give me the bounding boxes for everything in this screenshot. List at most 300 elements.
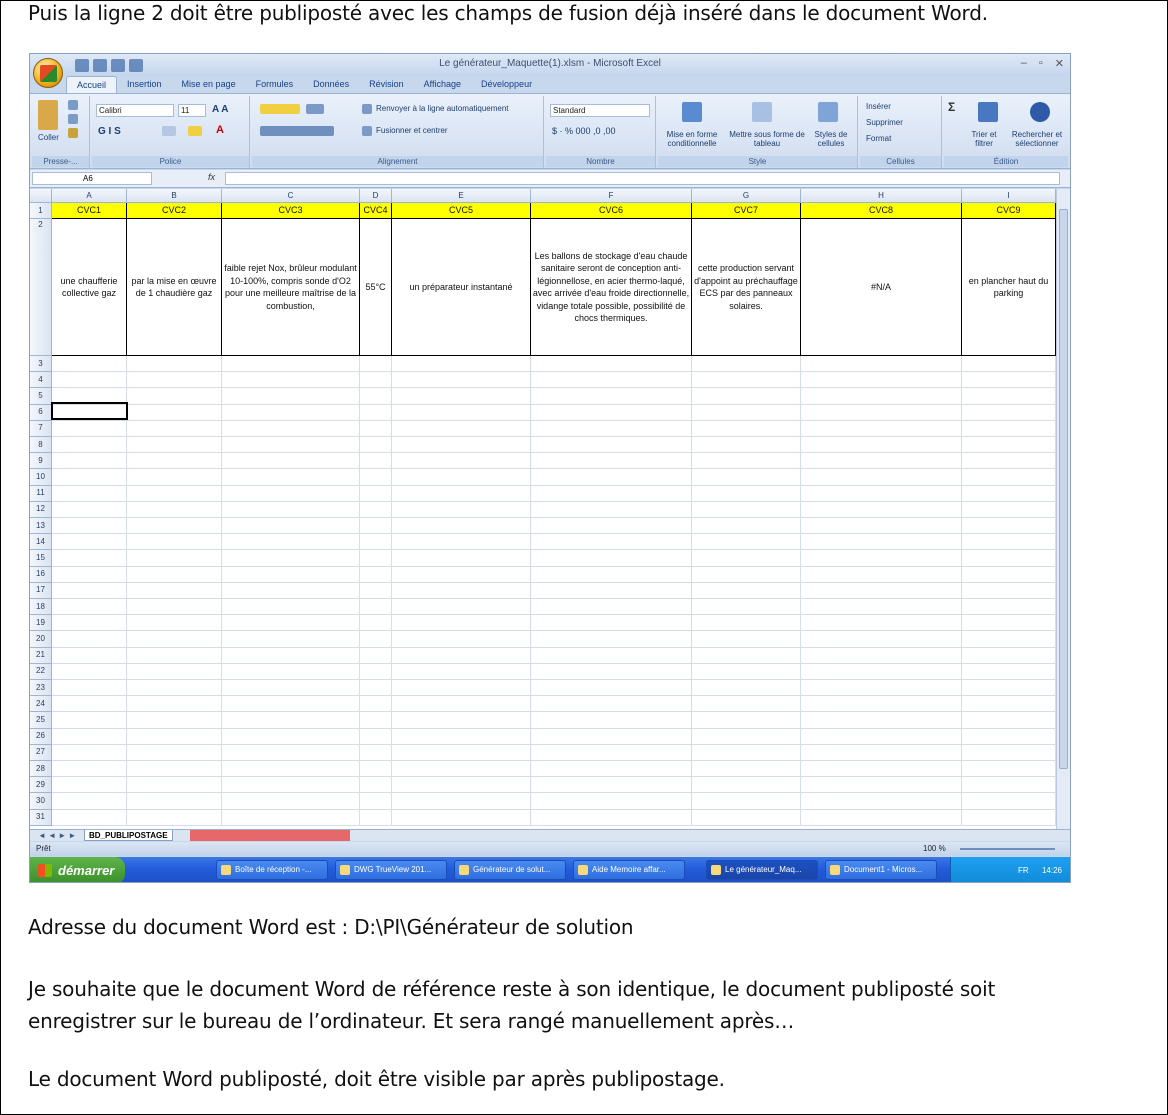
empty-cell[interactable] [127, 567, 222, 583]
empty-cell[interactable] [360, 615, 392, 631]
empty-cell[interactable] [962, 583, 1056, 599]
empty-cell[interactable] [222, 631, 360, 647]
empty-cell[interactable] [52, 648, 127, 664]
empty-cell[interactable] [360, 680, 392, 696]
empty-cell[interactable] [531, 421, 692, 437]
empty-cell[interactable] [692, 712, 801, 728]
task-inbox[interactable]: Boîte de réception -... [216, 860, 328, 880]
empty-cell[interactable] [222, 405, 360, 421]
empty-cell[interactable] [52, 437, 127, 453]
row-header[interactable]: 19 [30, 615, 52, 631]
empty-cell[interactable] [801, 453, 962, 469]
row-header[interactable]: 6 [30, 405, 52, 421]
name-box[interactable]: A6 [32, 172, 152, 185]
row-header[interactable]: 8 [30, 437, 52, 453]
empty-cell[interactable] [962, 567, 1056, 583]
row-header[interactable]: 28 [30, 761, 52, 777]
row-header[interactable]: 31 [30, 810, 52, 826]
delete-button[interactable]: Supprimer [866, 118, 903, 127]
vertical-scrollbar[interactable] [1056, 189, 1070, 829]
empty-cell[interactable] [531, 502, 692, 518]
empty-cell[interactable] [801, 648, 962, 664]
empty-cell[interactable] [531, 534, 692, 550]
empty-cell[interactable] [360, 502, 392, 518]
empty-cell[interactable] [531, 469, 692, 485]
empty-cell[interactable] [962, 469, 1056, 485]
sheet-tabs-hidden[interactable] [190, 830, 350, 841]
empty-cell[interactable] [360, 648, 392, 664]
empty-cell[interactable] [222, 453, 360, 469]
empty-cell[interactable] [52, 729, 127, 745]
empty-cell[interactable] [52, 712, 127, 728]
sort-filter-button[interactable]: Trier et filtrer [971, 130, 997, 148]
empty-cell[interactable] [360, 469, 392, 485]
format-table-button[interactable]: Mettre sous forme de tableau [729, 130, 805, 148]
empty-cell[interactable] [962, 680, 1056, 696]
empty-cell[interactable] [52, 745, 127, 761]
empty-cell[interactable] [392, 680, 531, 696]
format-painter-icon[interactable] [68, 128, 78, 138]
empty-cell[interactable] [962, 486, 1056, 502]
tab-developpeur[interactable]: Développeur [481, 79, 533, 89]
empty-cell[interactable] [222, 761, 360, 777]
copy-icon[interactable] [68, 114, 78, 124]
merge-icon[interactable] [362, 126, 372, 136]
empty-cell[interactable] [392, 534, 531, 550]
cell-styles-button[interactable]: Styles de cellules [814, 130, 848, 148]
empty-cell[interactable] [360, 664, 392, 680]
row-header[interactable]: 22 [30, 664, 52, 680]
tab-revision[interactable]: Révision [369, 79, 404, 89]
empty-cell[interactable] [127, 518, 222, 534]
cell-b1[interactable]: CVC2 [127, 203, 222, 219]
task-dwg[interactable]: DWG TrueView 201... [335, 860, 447, 880]
office-button[interactable] [33, 58, 63, 88]
empty-cell[interactable] [692, 729, 801, 745]
empty-cell[interactable] [392, 745, 531, 761]
empty-cell[interactable] [692, 680, 801, 696]
empty-cell[interactable] [392, 567, 531, 583]
font-name-combo[interactable]: Calibri [96, 104, 174, 117]
empty-cell[interactable] [531, 761, 692, 777]
empty-cell[interactable] [222, 777, 360, 793]
empty-cell[interactable] [531, 648, 692, 664]
empty-cell[interactable] [692, 437, 801, 453]
empty-cell[interactable] [222, 648, 360, 664]
row-header[interactable]: 14 [30, 534, 52, 550]
empty-cell[interactable] [127, 469, 222, 485]
empty-cell[interactable] [127, 486, 222, 502]
empty-cell[interactable] [222, 534, 360, 550]
empty-cell[interactable] [52, 599, 127, 615]
cell-g2[interactable]: cette production servant d'appoint au préchauffage ECS par des panneaux solaires. [692, 219, 801, 356]
empty-cell[interactable] [222, 421, 360, 437]
empty-cell[interactable] [531, 550, 692, 566]
col-header-a[interactable]: A [52, 189, 127, 203]
empty-cell[interactable] [52, 777, 127, 793]
row-header[interactable]: 25 [30, 712, 52, 728]
horizontal-align-icons[interactable] [260, 126, 334, 136]
empty-cell[interactable] [962, 599, 1056, 615]
empty-cell[interactable] [360, 534, 392, 550]
empty-cell[interactable] [52, 680, 127, 696]
empty-cell[interactable] [392, 712, 531, 728]
empty-cell[interactable] [222, 486, 360, 502]
col-header-f[interactable]: F [531, 189, 692, 203]
tab-affichage[interactable]: Affichage [423, 79, 462, 89]
empty-cell[interactable] [531, 793, 692, 809]
empty-cell[interactable] [52, 567, 127, 583]
empty-cell[interactable] [222, 712, 360, 728]
empty-cell[interactable] [392, 405, 531, 421]
task-generateur-folder[interactable]: Générateur de solut... [454, 860, 566, 880]
empty-cell[interactable] [692, 356, 801, 372]
zoom-slider[interactable] [960, 848, 1055, 850]
empty-cell[interactable] [692, 518, 801, 534]
row-header[interactable]: 24 [30, 696, 52, 712]
empty-cell[interactable] [222, 502, 360, 518]
empty-cell[interactable] [531, 599, 692, 615]
row-header[interactable]: 23 [30, 680, 52, 696]
wrap-text-icon[interactable] [362, 104, 372, 114]
empty-cell[interactable] [531, 696, 692, 712]
empty-cell[interactable] [692, 583, 801, 599]
empty-cell[interactable] [962, 648, 1056, 664]
cell-e1[interactable]: CVC5 [392, 203, 531, 219]
empty-cell[interactable] [127, 583, 222, 599]
number-format-icons[interactable]: $ · % 000 ,0 ,00 [552, 126, 616, 136]
insert-button[interactable]: Insérer [866, 102, 891, 111]
empty-cell[interactable] [801, 356, 962, 372]
format-button[interactable]: Format [866, 134, 892, 143]
empty-cell[interactable] [127, 550, 222, 566]
empty-cell[interactable] [127, 453, 222, 469]
empty-cell[interactable] [531, 453, 692, 469]
empty-cell[interactable] [222, 745, 360, 761]
empty-cell[interactable] [531, 437, 692, 453]
empty-cell[interactable] [392, 583, 531, 599]
row-header[interactable]: 2 [30, 219, 52, 356]
empty-cell[interactable] [531, 729, 692, 745]
empty-cell[interactable] [962, 502, 1056, 518]
empty-cell[interactable] [127, 712, 222, 728]
tab-mise-en-page[interactable]: Mise en page [181, 79, 236, 89]
row-header[interactable]: 12 [30, 502, 52, 518]
col-header-d[interactable]: D [360, 189, 392, 203]
empty-cell[interactable] [392, 615, 531, 631]
empty-cell[interactable] [692, 405, 801, 421]
empty-cell[interactable] [52, 534, 127, 550]
window-controls[interactable] [1021, 57, 1064, 70]
number-format-combo[interactable]: Standard [550, 104, 650, 117]
empty-cell[interactable] [52, 356, 127, 372]
empty-cell[interactable] [392, 356, 531, 372]
row-header[interactable]: 16 [30, 567, 52, 583]
empty-cell[interactable] [360, 599, 392, 615]
sort-filter-icon[interactable] [978, 102, 998, 122]
language-indicator[interactable]: FR [1017, 866, 1029, 875]
empty-cell[interactable] [127, 810, 222, 826]
empty-cell[interactable] [962, 356, 1056, 372]
empty-cell[interactable] [392, 372, 531, 388]
conditional-format-button[interactable]: Mise en forme conditionnelle [666, 130, 718, 148]
empty-cell[interactable] [962, 453, 1056, 469]
empty-cell[interactable] [127, 664, 222, 680]
empty-cell[interactable] [392, 729, 531, 745]
empty-cell[interactable] [392, 777, 531, 793]
empty-cell[interactable] [127, 680, 222, 696]
formula-input[interactable] [225, 172, 1060, 185]
fill-color-icon[interactable] [188, 126, 202, 136]
empty-cell[interactable] [360, 567, 392, 583]
empty-cell[interactable] [801, 712, 962, 728]
empty-cell[interactable] [962, 421, 1056, 437]
col-header-c[interactable]: C [222, 189, 360, 203]
row-header[interactable]: 1 [30, 203, 52, 219]
empty-cell[interactable] [127, 502, 222, 518]
empty-cell[interactable] [531, 356, 692, 372]
empty-cell[interactable] [692, 502, 801, 518]
empty-cell[interactable] [127, 421, 222, 437]
empty-cell[interactable] [962, 729, 1056, 745]
empty-cell[interactable] [127, 405, 222, 421]
empty-cell[interactable] [127, 696, 222, 712]
empty-cell[interactable] [360, 437, 392, 453]
empty-cell[interactable] [360, 486, 392, 502]
empty-cell[interactable] [222, 696, 360, 712]
empty-cell[interactable] [127, 599, 222, 615]
empty-cell[interactable] [222, 437, 360, 453]
empty-cell[interactable] [52, 664, 127, 680]
row-header[interactable]: 26 [30, 729, 52, 745]
row-header[interactable]: 27 [30, 745, 52, 761]
row-header[interactable]: 4 [30, 372, 52, 388]
empty-cell[interactable] [962, 664, 1056, 680]
empty-cell[interactable] [52, 421, 127, 437]
row-header[interactable]: 17 [30, 583, 52, 599]
empty-cell[interactable] [801, 518, 962, 534]
empty-cell[interactable] [692, 745, 801, 761]
row-header[interactable]: 10 [30, 469, 52, 485]
empty-cell[interactable] [801, 793, 962, 809]
tab-donnees[interactable]: Données [313, 79, 350, 89]
empty-cell[interactable] [962, 761, 1056, 777]
empty-cell[interactable] [962, 518, 1056, 534]
cell-a2[interactable]: une chaufferie collective gaz [52, 219, 127, 356]
empty-cell[interactable] [52, 615, 127, 631]
empty-cell[interactable] [127, 631, 222, 647]
empty-cell[interactable] [52, 502, 127, 518]
cell-h2[interactable]: #N/A [801, 219, 962, 356]
empty-cell[interactable] [962, 534, 1056, 550]
row-header[interactable]: 20 [30, 631, 52, 647]
merge-center-button[interactable]: Fusionner et centrer [376, 126, 448, 135]
empty-cell[interactable] [962, 712, 1056, 728]
empty-cell[interactable] [801, 437, 962, 453]
font-color-icon[interactable]: A [216, 124, 224, 136]
row-header[interactable]: 29 [30, 777, 52, 793]
cell-e2[interactable]: un préparateur instantané [392, 219, 531, 356]
cell-a1[interactable]: CVC1 [52, 203, 127, 219]
empty-cell[interactable] [962, 615, 1056, 631]
empty-cell[interactable] [801, 469, 962, 485]
empty-cell[interactable] [360, 696, 392, 712]
paste-icon[interactable] [38, 100, 58, 130]
empty-cell[interactable] [360, 421, 392, 437]
empty-cell[interactable] [52, 372, 127, 388]
empty-cell[interactable] [962, 405, 1056, 421]
empty-cell[interactable] [801, 567, 962, 583]
empty-cell[interactable] [127, 761, 222, 777]
empty-cell[interactable] [392, 388, 531, 404]
empty-cell[interactable] [222, 388, 360, 404]
empty-cell[interactable] [531, 518, 692, 534]
empty-cell[interactable] [392, 453, 531, 469]
find-select-icon[interactable] [1030, 102, 1050, 122]
empty-cell[interactable] [531, 615, 692, 631]
col-header-e[interactable]: E [392, 189, 531, 203]
empty-cell[interactable] [692, 761, 801, 777]
empty-cell[interactable] [360, 761, 392, 777]
empty-cell[interactable] [531, 712, 692, 728]
empty-cell[interactable] [127, 356, 222, 372]
empty-cell[interactable] [801, 583, 962, 599]
empty-cell[interactable] [360, 453, 392, 469]
empty-cell[interactable] [692, 469, 801, 485]
empty-cell[interactable] [127, 615, 222, 631]
tab-accueil[interactable]: Accueil [66, 76, 117, 94]
empty-cell[interactable] [222, 599, 360, 615]
empty-cell[interactable] [222, 567, 360, 583]
task-excel[interactable]: Le générateur_Maq... [706, 860, 818, 880]
empty-cell[interactable] [392, 696, 531, 712]
empty-cell[interactable] [222, 810, 360, 826]
format-table-icon[interactable] [752, 102, 772, 122]
empty-cell[interactable] [222, 793, 360, 809]
empty-cell[interactable] [692, 453, 801, 469]
empty-cell[interactable] [692, 599, 801, 615]
spreadsheet-grid[interactable] [30, 189, 1058, 829]
zoom-level[interactable]: 100 % [923, 844, 946, 853]
empty-cell[interactable] [801, 729, 962, 745]
empty-cell[interactable] [392, 648, 531, 664]
sum-icon[interactable]: Σ [948, 100, 956, 114]
empty-cell[interactable] [531, 664, 692, 680]
empty-cell[interactable] [692, 810, 801, 826]
empty-cell[interactable] [801, 502, 962, 518]
empty-cell[interactable] [801, 550, 962, 566]
empty-cell[interactable] [801, 615, 962, 631]
bold-italic-underline-icons[interactable]: G I S [98, 126, 121, 137]
empty-cell[interactable] [392, 599, 531, 615]
empty-cell[interactable] [52, 696, 127, 712]
cell-f2[interactable]: Les ballons de stockage d'eau chaude sanitaire seront de conception anti-légionnellose, en acier thermo-laqué, avec arrivée d'eau froide directionnelle, vidange totale possible, possibilité de chocs thermiques. [531, 219, 692, 356]
empty-cell[interactable] [531, 388, 692, 404]
empty-cell[interactable] [692, 777, 801, 793]
empty-cell[interactable] [801, 696, 962, 712]
empty-cell[interactable] [360, 388, 392, 404]
empty-cell[interactable] [962, 631, 1056, 647]
empty-cell[interactable] [692, 648, 801, 664]
empty-cell[interactable] [801, 372, 962, 388]
empty-cell[interactable] [127, 648, 222, 664]
empty-cell[interactable] [360, 810, 392, 826]
orientation-icon[interactable] [306, 104, 324, 114]
cell-g1[interactable]: CVC7 [692, 203, 801, 219]
empty-cell[interactable] [962, 388, 1056, 404]
empty-cell[interactable] [962, 793, 1056, 809]
empty-cell[interactable] [531, 372, 692, 388]
empty-cell[interactable] [392, 810, 531, 826]
empty-cell[interactable] [962, 696, 1056, 712]
empty-cell[interactable] [222, 356, 360, 372]
conditional-format-icon[interactable] [682, 102, 702, 122]
empty-cell[interactable] [392, 518, 531, 534]
empty-cell[interactable] [360, 356, 392, 372]
empty-cell[interactable] [52, 583, 127, 599]
empty-cell[interactable] [222, 583, 360, 599]
empty-cell[interactable] [692, 372, 801, 388]
row-header[interactable]: 3 [30, 356, 52, 372]
cell-c2[interactable]: faible rejet Nox, brûleur modulant 10-100%, compris sonde d'O2 pour une meilleure maîtrise de la combustion, [222, 219, 360, 356]
empty-cell[interactable] [360, 372, 392, 388]
empty-cell[interactable] [392, 469, 531, 485]
empty-cell[interactable] [801, 405, 962, 421]
empty-cell[interactable] [360, 793, 392, 809]
empty-cell[interactable] [692, 696, 801, 712]
cell-i1[interactable]: CVC9 [962, 203, 1056, 219]
empty-cell[interactable] [962, 777, 1056, 793]
empty-cell[interactable] [222, 469, 360, 485]
empty-cell[interactable] [962, 745, 1056, 761]
cell-h1[interactable]: CVC8 [801, 203, 962, 219]
row-header[interactable]: 9 [30, 453, 52, 469]
empty-cell[interactable] [52, 453, 127, 469]
empty-cell[interactable] [52, 761, 127, 777]
cell-d1[interactable]: CVC4 [360, 203, 392, 219]
empty-cell[interactable] [392, 421, 531, 437]
empty-cell[interactable] [52, 550, 127, 566]
empty-cell[interactable] [127, 729, 222, 745]
empty-cell[interactable] [127, 388, 222, 404]
cell-styles-icon[interactable] [818, 102, 838, 122]
font-size-combo[interactable]: 11 [178, 104, 206, 117]
empty-cell[interactable] [531, 567, 692, 583]
empty-cell[interactable] [52, 486, 127, 502]
empty-cell[interactable] [222, 550, 360, 566]
empty-cell[interactable] [801, 680, 962, 696]
col-header-i[interactable]: I [962, 189, 1056, 203]
sheet-nav-arrows[interactable]: ◄ ◄ ► ► [38, 831, 77, 840]
empty-cell[interactable] [127, 793, 222, 809]
empty-cell[interactable] [127, 372, 222, 388]
empty-cell[interactable] [392, 793, 531, 809]
empty-cell[interactable] [360, 550, 392, 566]
task-aide-memoire[interactable]: Aide Memoire affar... [573, 860, 685, 880]
empty-cell[interactable] [692, 550, 801, 566]
empty-cell[interactable] [692, 631, 801, 647]
empty-cell[interactable] [222, 518, 360, 534]
empty-cell[interactable] [801, 534, 962, 550]
empty-cell[interactable] [801, 745, 962, 761]
sheet-tab-bd-publipostage[interactable]: BD_PUBLIPOSTAGE [84, 830, 173, 841]
find-select-button[interactable]: Rechercher et sélectionner [1011, 130, 1063, 148]
empty-cell[interactable] [127, 777, 222, 793]
empty-cell[interactable] [392, 502, 531, 518]
empty-cell[interactable] [692, 486, 801, 502]
empty-cell[interactable] [692, 534, 801, 550]
empty-cell[interactable] [531, 486, 692, 502]
